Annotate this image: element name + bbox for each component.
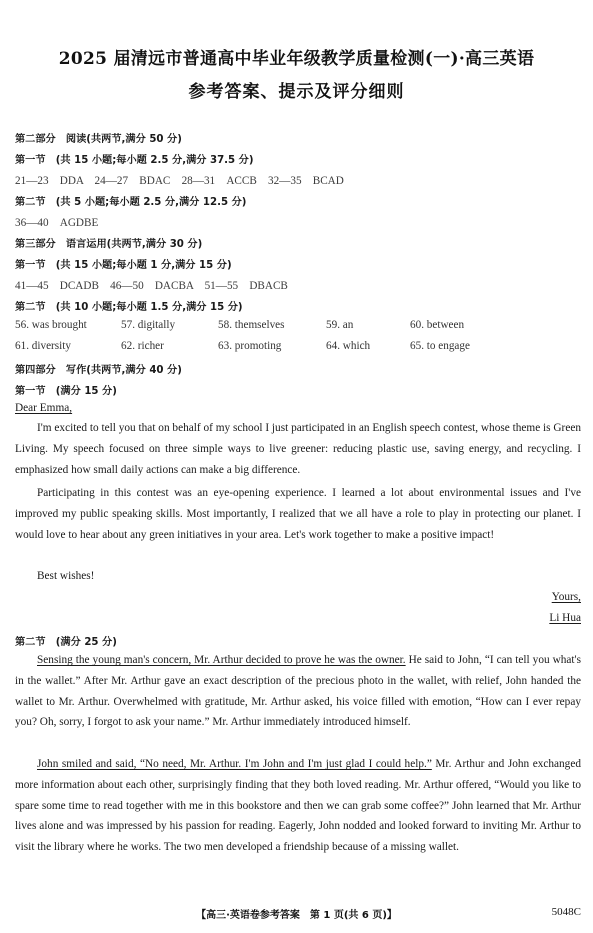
- letter-salutation: Dear Emma,: [15, 402, 73, 414]
- reading-section1-answers: 21—23 DDA 24—27 BDAC 28—31 ACCB 32—35 BCAD: [15, 175, 344, 187]
- fill-answer: 63. promoting: [218, 340, 282, 352]
- language-section1-heading: 第一节 (共 15 小题;每小题 1 分,满分 15 分): [15, 260, 232, 271]
- writing-section1-heading: 第一节 (满分 15 分): [15, 386, 117, 397]
- story-paragraph-1-body: He said to John, “I can tell you what's in the wallet.” After Mr. Arthur gave an exact description of the precious photo in the wallet, with relief, John handed the wallet to Mr. Arthur. Overwhelmed with gratitude, Mr. Arthur asked, his voice filled with emotion, “How can I ever repay you? Oh, sorry, I forgot to ask your name.” Mr. Arthur immediately introduced himself.: [15, 654, 581, 729]
- fill-answer: 62. richer: [121, 340, 164, 352]
- reading-part-heading: 第二部分 阅读(共两节,满分 50 分): [15, 134, 182, 145]
- fill-answer: 60. between: [410, 319, 465, 331]
- story-paragraph-2-body: Mr. Arthur and John exchanged more information about each other, surprisingly finding that they both loved reading. Mr. Arthur offered, “Would you like to spare some time to read together with me in this bookstore and then we can grab some coffee?” John learned that Mr. Arthur lives alone and was impressed by his passion for reading. Eagerly, John nodded and looked forward to inviting Mr. Arthur to visit the library where he works. The two men developed a friendship because of a missing wallet.: [15, 758, 581, 854]
- letter-signature: Li Hua: [549, 612, 581, 624]
- reading-section1-heading: 第一节 (共 15 小题;每小题 2.5 分,满分 37.5 分): [15, 155, 254, 166]
- letter-yours: Yours,: [551, 591, 581, 603]
- fill-answer: 59. an: [326, 319, 354, 331]
- letter-paragraph-2: Participating in this contest was an eye-opening experience. I learned a lot about environmental issues and I've improved my public speaking skills. Most importantly, I realized that we all have a role to play in protecting our planet. I would love to hear about any green initiatives in your area. Let's work together to make a positive impact!: [15, 487, 581, 541]
- story-paragraph-2: [15, 754, 581, 858]
- language-part-heading: 第三部分 语言运用(共两节,满分 30 分): [15, 239, 203, 250]
- reading-section2-heading: 第二节 (共 5 小题;每小题 2.5 分,满分 12.5 分): [15, 197, 247, 208]
- language-section2-heading: 第二节 (共 10 小题;每小题 1.5 分,满分 15 分): [15, 302, 243, 313]
- writing-section2-heading: 第二节 (满分 25 分): [15, 637, 117, 648]
- document-title: 2025 届清远市普通高中毕业年级教学质量检测(一)·高三英语: [58, 49, 535, 69]
- fill-answer: 56. was brought: [15, 319, 87, 331]
- story-paragraph-2-opening: John smiled and said, “No need, Mr. Arthur. I'm John and I'm just glad I could help.”: [37, 758, 432, 770]
- fill-answer: 61. diversity: [15, 340, 71, 352]
- writing-part-heading: 第四部分 写作(共两节,满分 40 分): [15, 365, 182, 376]
- story-paragraph-1: [15, 650, 581, 733]
- fill-answer: 65. to engage: [410, 340, 470, 352]
- story-paragraph-1-opening: Sensing the young man's concern, Mr. Arthur decided to prove he was the owner.: [37, 654, 406, 666]
- document-subtitle: 参考答案、提示及评分细则: [188, 82, 405, 102]
- fill-answer: 64. which: [326, 340, 371, 352]
- letter-closing: Best wishes!: [37, 570, 95, 582]
- language-section1-answers: 41—45 DCADB 46—50 DACBA 51—55 DBACB: [15, 280, 288, 292]
- paper-code: 5048C: [551, 906, 581, 918]
- fill-answer: 57. digitally: [121, 319, 176, 331]
- reading-section2-answers: 36—40 AGDBE: [15, 217, 99, 229]
- fill-answer: 58. themselves: [218, 319, 285, 331]
- page-footer: 【高三·英语卷参考答案 第 1 页(共 6 页)】: [196, 910, 397, 921]
- letter-paragraph-1: I'm excited to tell you that on behalf of my school I just participated in an English speech contest, whose theme is Green Living. My speech focused on three simple ways to live greener: reducing plastic use, saving energy, and recycling. I emphasized how small daily actions can make a big difference.: [15, 422, 581, 476]
